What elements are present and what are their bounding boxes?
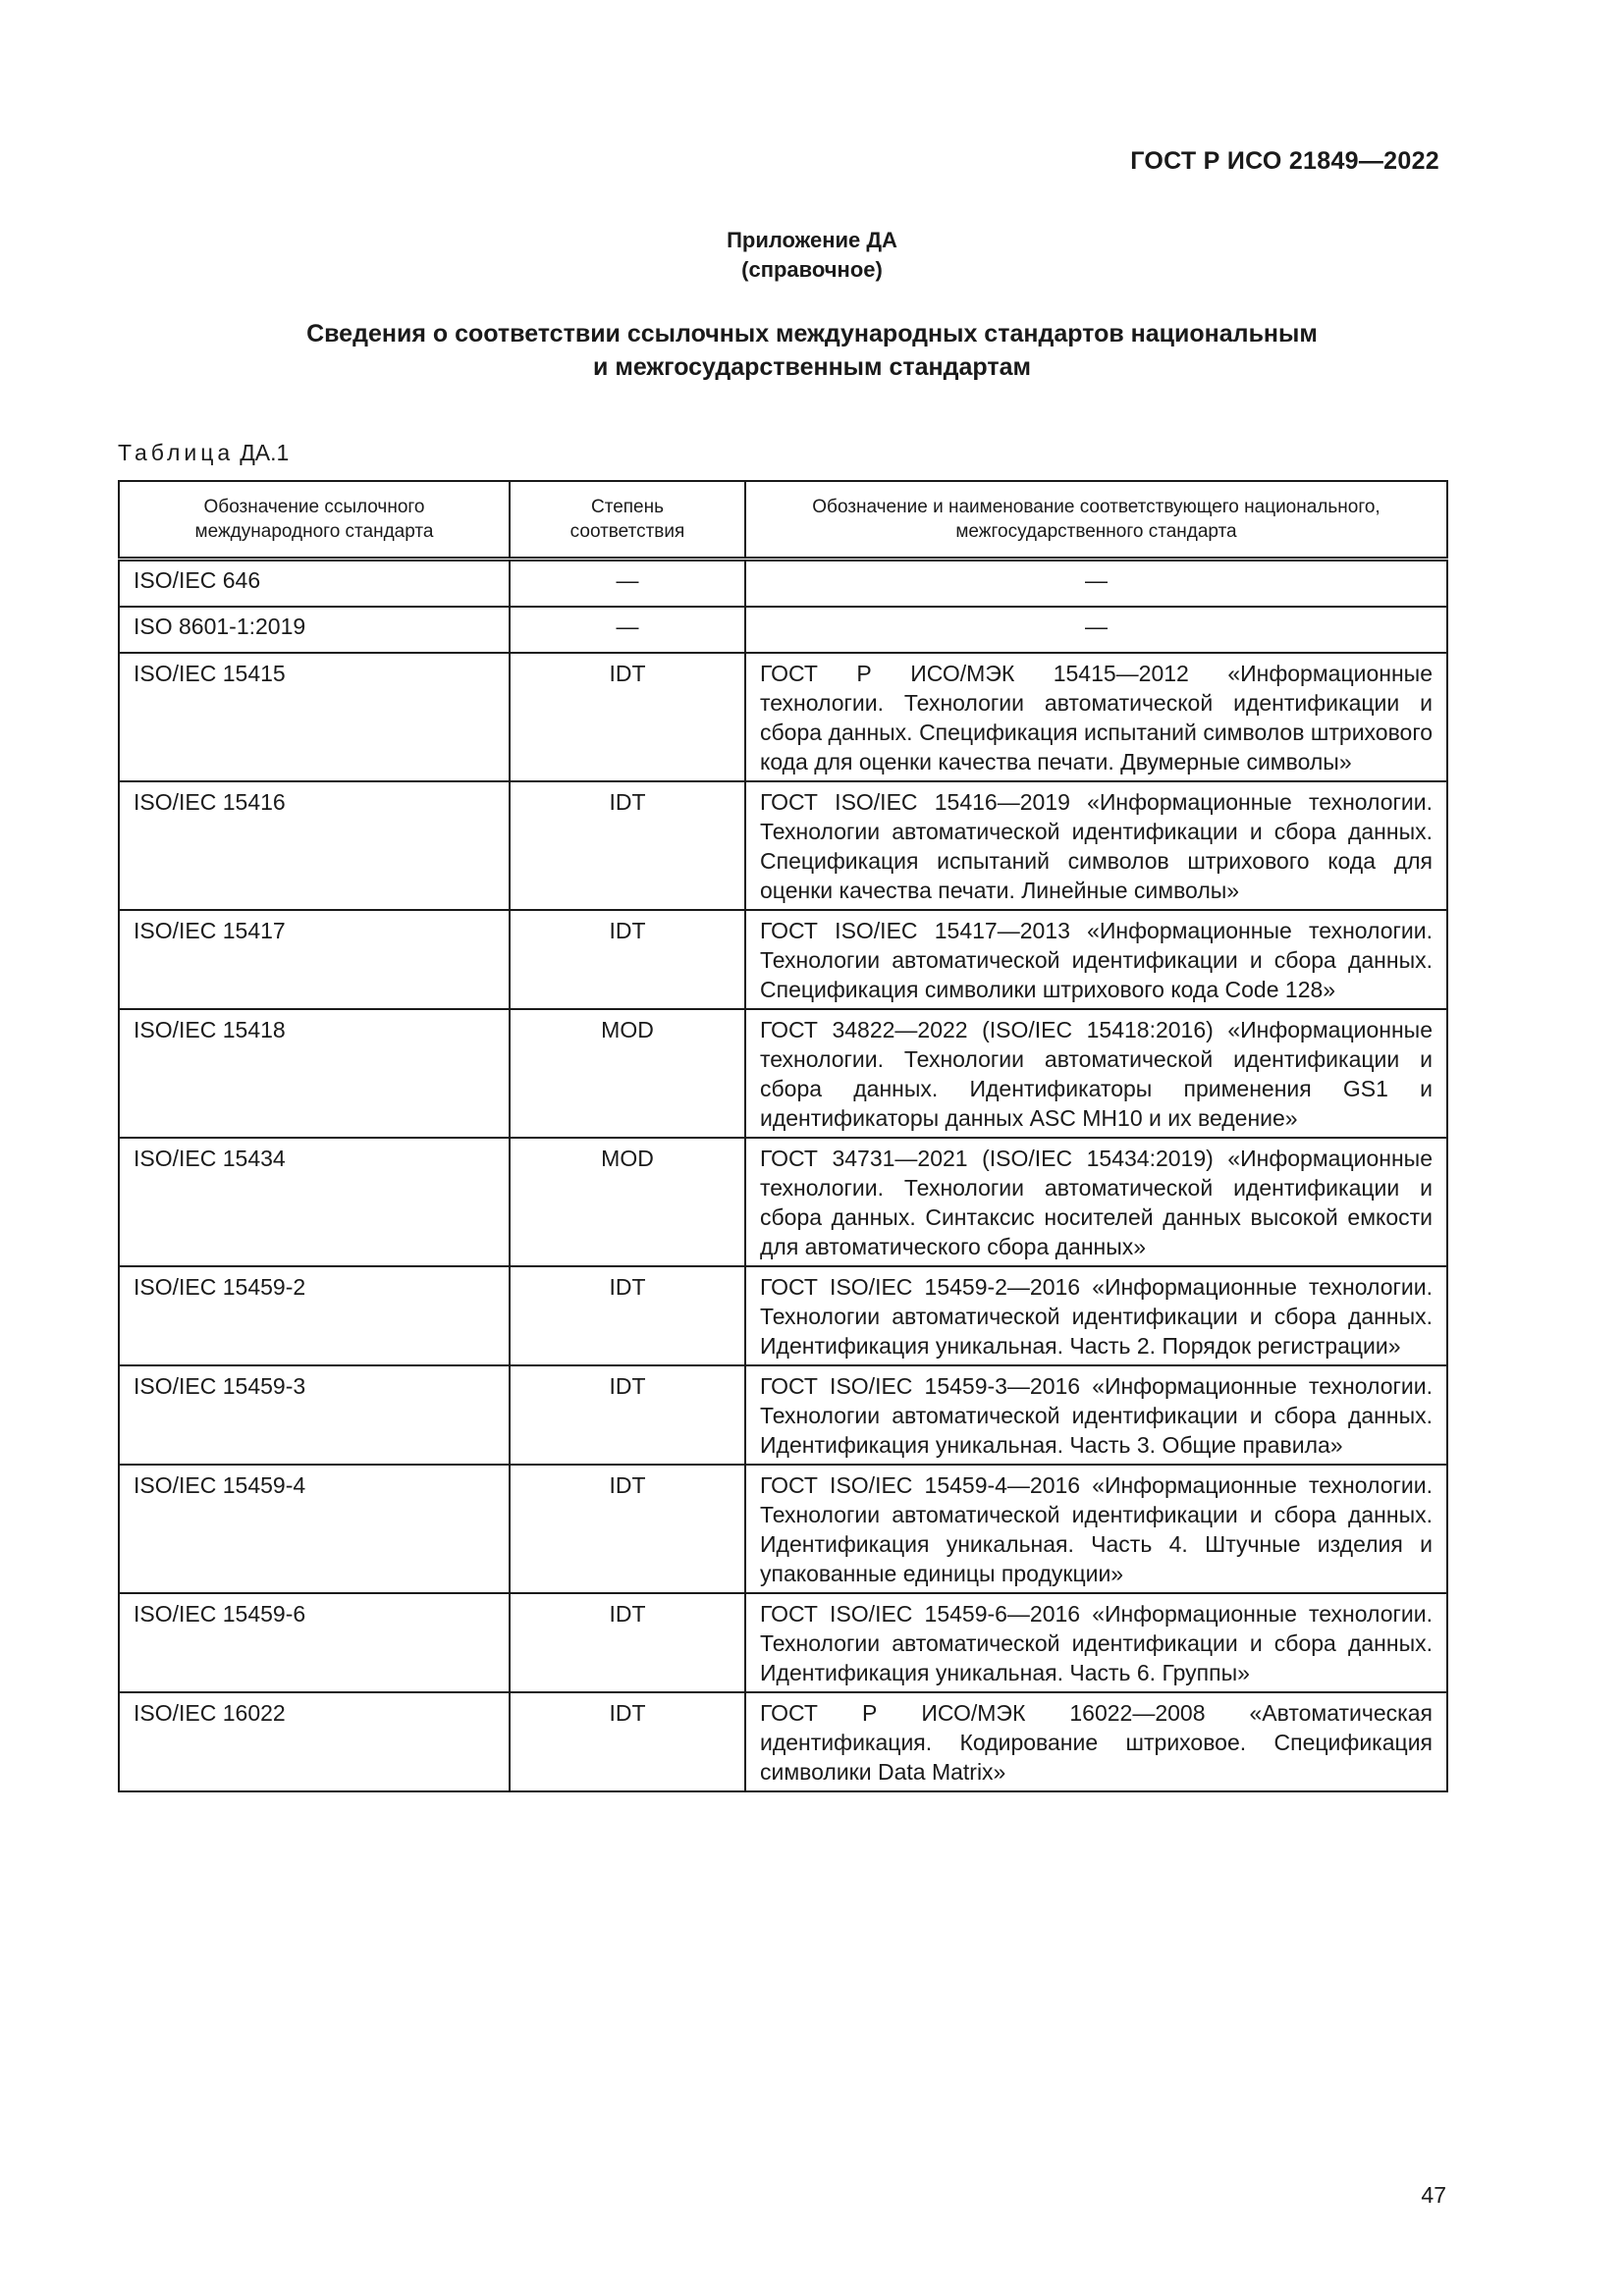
cell-degree: IDT: [510, 781, 745, 910]
cell-national-standard: ГОСТ 34731—2021 (ISO/IEC 15434:2019) «Информационные технологии. Технологии автоматической идентификации и сбора данных. Синтаксис носителей данных высокой емкости для автоматического сбора данных»: [745, 1138, 1447, 1266]
section-title-line-1: Сведения о соответствии ссылочных международных стандартов национальным: [306, 320, 1318, 347]
table-row: [119, 653, 1447, 781]
cell-national-standard: ГОСТ 34822—2022 (ISO/IEC 15418:2016) «Информационные технологии. Технологии автоматической идентификации и сбора данных. Идентификаторы применения GS1 и идентификаторы данных ASC MH10 и их ведение»: [745, 1009, 1447, 1138]
header-national-standard: Обозначение и наименование соответствующего национального, межгосударственного стандарта: [745, 481, 1447, 560]
cell-national-standard: ГОСТ ISO/IEC 15459-3—2016 «Информационные технологии. Технологии автоматической идентификации и сбора данных. Идентификация уникальная. Часть 3. Общие правила»: [745, 1365, 1447, 1465]
section-title: [0, 317, 1624, 384]
table-row: [119, 1465, 1447, 1593]
appendix-heading: [0, 226, 1624, 285]
cell-degree: IDT: [510, 910, 745, 1009]
cell-degree: MOD: [510, 1009, 745, 1138]
cell-degree: IDT: [510, 1266, 745, 1365]
cell-degree: IDT: [510, 653, 745, 781]
cell-reference-standard: ISO/IEC 15418: [119, 1009, 510, 1138]
cell-degree: IDT: [510, 1692, 745, 1791]
cell-degree: IDT: [510, 1593, 745, 1692]
table-row: [119, 1593, 1447, 1692]
table-row: [119, 910, 1447, 1009]
table-row: [119, 1266, 1447, 1365]
cell-reference-standard: ISO/IEC 15416: [119, 781, 510, 910]
table-header-row: [119, 481, 1447, 560]
cell-reference-standard: ISO/IEC 15459-4: [119, 1465, 510, 1593]
cell-degree: —: [510, 560, 745, 608]
cell-degree: IDT: [510, 1365, 745, 1465]
appendix-subtitle: (справочное): [741, 257, 883, 282]
appendix-title: Приложение ДА: [727, 228, 897, 252]
table-label-number: ДА.1: [240, 440, 290, 465]
table-row: [119, 1692, 1447, 1791]
cell-national-standard: ГОСТ ISO/IEC 15416—2019 «Информационные технологии. Технологии автоматической идентификации и сбора данных. Спецификация испытаний символов штрихового кода для оценки качества печати. Линейные символы»: [745, 781, 1447, 910]
document-code: ГОСТ Р ИСО 21849—2022: [1130, 147, 1439, 175]
cell-reference-standard: ISO 8601-1:2019: [119, 607, 510, 653]
cell-national-standard: ГОСТ Р ИСО/МЭК 16022—2008 «Автоматическая идентификация. Кодирование штриховое. Спецификация символики Data Matrix»: [745, 1692, 1447, 1791]
cell-reference-standard: ISO/IEC 15415: [119, 653, 510, 781]
cell-degree: IDT: [510, 1465, 745, 1593]
cell-reference-standard: ISO/IEC 16022: [119, 1692, 510, 1791]
cell-reference-standard: ISO/IEC 15459-3: [119, 1365, 510, 1465]
cell-reference-standard: ISO/IEC 15417: [119, 910, 510, 1009]
header-degree: Степень соответствия: [510, 481, 745, 560]
cell-national-standard: ГОСТ Р ИСО/МЭК 15415—2012 «Информационные технологии. Технологии автоматической идентификации и сбора данных. Спецификация испытаний символов штрихового кода для оценки качества печати. Двумерные символы»: [745, 653, 1447, 781]
cell-reference-standard: ISO/IEC 15459-2: [119, 1266, 510, 1365]
cell-national-standard: —: [745, 607, 1447, 653]
table-row: [119, 1009, 1447, 1138]
cell-reference-standard: ISO/IEC 15434: [119, 1138, 510, 1266]
cell-national-standard: —: [745, 560, 1447, 608]
cell-national-standard: ГОСТ ISO/IEC 15417—2013 «Информационные технологии. Технологии автоматической идентификации и сбора данных. Спецификация символики штрихового кода Code 128»: [745, 910, 1447, 1009]
table-row: [119, 781, 1447, 910]
cell-national-standard: ГОСТ ISO/IEC 15459-2—2016 «Информационные технологии. Технологии автоматической идентификации и сбора данных. Идентификация уникальная. Часть 2. Порядок регистрации»: [745, 1266, 1447, 1365]
table-label: [118, 440, 289, 466]
correspondence-table: [118, 480, 1448, 1792]
cell-national-standard: ГОСТ ISO/IEC 15459-4—2016 «Информационные технологии. Технологии автоматической идентификации и сбора данных. Идентификация уникальная. Часть 4. Штучные изделия и упакованные единицы продукции»: [745, 1465, 1447, 1593]
cell-reference-standard: ISO/IEC 646: [119, 560, 510, 608]
header-reference-standard: Обозначение ссылочного международного стандарта: [119, 481, 510, 560]
cell-national-standard: ГОСТ ISO/IEC 15459-6—2016 «Информационные технологии. Технологии автоматической идентификации и сбора данных. Идентификация уникальная. Часть 6. Группы»: [745, 1593, 1447, 1692]
cell-degree: MOD: [510, 1138, 745, 1266]
table-row: [119, 607, 1447, 653]
table-row: [119, 1138, 1447, 1266]
page-number: 47: [1421, 2182, 1446, 2208]
cell-degree: —: [510, 607, 745, 653]
section-title-line-2: и межгосударственным стандартам: [593, 353, 1031, 381]
cell-reference-standard: ISO/IEC 15459-6: [119, 1593, 510, 1692]
table-row: [119, 1365, 1447, 1465]
table-label-prefix: Таблица: [118, 440, 235, 465]
table-row: [119, 560, 1447, 608]
